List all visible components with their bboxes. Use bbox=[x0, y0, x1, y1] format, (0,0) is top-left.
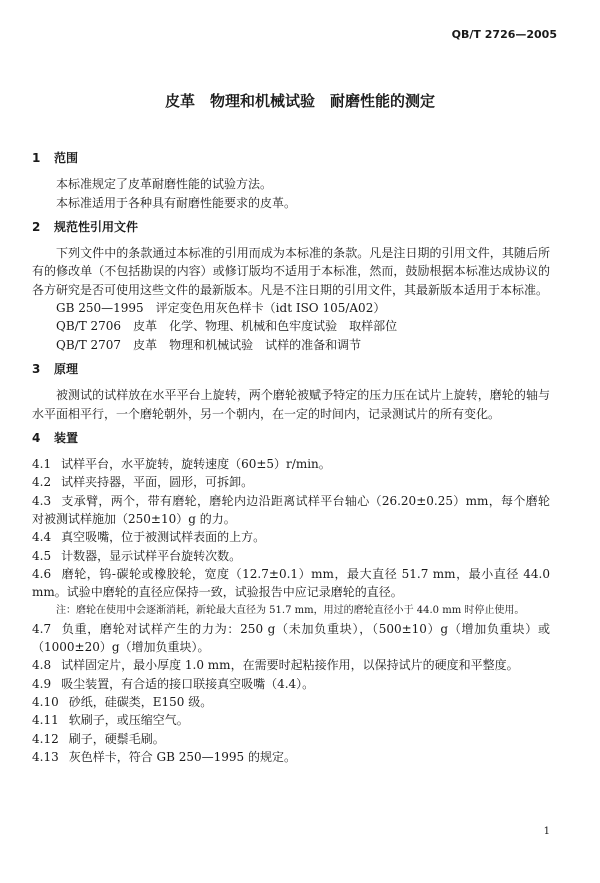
clause-text: 砂纸，硅碳类，E150 级。 bbox=[68, 695, 213, 710]
clause-text: 计数器，显示试样平台旋转次数。 bbox=[61, 548, 242, 563]
reference-title: 皮革 物理和机械试验 试样的准备和调节 bbox=[133, 337, 362, 352]
clause-4-2 bbox=[32, 473, 550, 491]
clause-number: 4.3 bbox=[32, 493, 52, 508]
clause-number: 4.13 bbox=[32, 749, 59, 764]
clause-4-5 bbox=[32, 547, 550, 565]
reference-code: GB 250—1995 bbox=[56, 301, 144, 316]
clause-4-1 bbox=[32, 455, 550, 473]
clause-4-7 bbox=[32, 620, 550, 657]
clause-4-12 bbox=[32, 730, 550, 748]
clause-text: 吸尘装置，有合适的接口联接真空吸嘴（4.4）。 bbox=[61, 676, 315, 691]
reference-entry bbox=[32, 336, 550, 354]
section-heading-apparatus bbox=[32, 429, 550, 447]
paragraph: 本标准适用于各种具有耐磨性能要求的皮革。 bbox=[56, 195, 297, 210]
clause-number: 4.8 bbox=[32, 658, 52, 673]
section-title: 规范性引用文件 bbox=[54, 219, 139, 234]
section-number: 4 bbox=[32, 430, 41, 445]
clause-4-9 bbox=[32, 675, 550, 693]
document-body bbox=[32, 149, 550, 766]
section-heading-principle bbox=[32, 360, 550, 378]
clause-4-3 bbox=[32, 492, 550, 529]
clause-text: 试样固定片，最小厚度 1.0 mm，在需要时起粘接作用，以保持试片的硬度和平整度。 bbox=[61, 658, 519, 673]
reference-code: QB/T 2706 bbox=[56, 319, 122, 334]
clause-note: 注：磨轮在使用中会逐渐消耗，新轮最大直径为 51.7 mm，用过的磨轮直径小于 44.0 mm 时停止使用。 bbox=[56, 604, 525, 616]
section-number: 3 bbox=[32, 361, 41, 376]
clause-number: 4.12 bbox=[32, 731, 59, 746]
section-number: 2 bbox=[32, 219, 41, 234]
section-title: 装置 bbox=[54, 430, 79, 445]
clause-number: 4.11 bbox=[32, 713, 59, 728]
section-heading-scope bbox=[32, 149, 550, 167]
paragraph: 本标准规定了皮革耐磨性能的试验方法。 bbox=[56, 177, 273, 192]
clause-4-6 bbox=[32, 565, 550, 602]
clause-number: 4.6 bbox=[32, 566, 52, 581]
standard-code-header: QB/T 2726—2005 bbox=[451, 28, 557, 41]
section-heading-normative-references bbox=[32, 218, 550, 236]
clause-text: 软刷子，或压缩空气。 bbox=[68, 713, 189, 728]
section-title: 范围 bbox=[54, 151, 79, 165]
clause-4-11 bbox=[32, 711, 550, 729]
page-number: 1 bbox=[543, 826, 550, 837]
reference-entry bbox=[32, 299, 550, 317]
clause-number: 4.2 bbox=[32, 475, 52, 490]
reference-code: QB/T 2707 bbox=[56, 337, 122, 352]
paragraph: 下列文件中的条款通过本标准的引用而成为本标准的条款。凡是注日期的引用文件，其随后所有的修改单（不包括勘误的内容）或修订版均不适用于本标准，然而，鼓励根据本标准达成协议的各方研究是否可使用这些文件的最新版本。凡是不注日期的引用文件，其最新版本适用于本标准。 bbox=[32, 246, 550, 297]
clause-number: 4.4 bbox=[32, 530, 52, 545]
reference-title: 评定变色用灰色样卡（idt ISO 105/A02） bbox=[155, 301, 386, 316]
reference-entry bbox=[32, 317, 550, 335]
section-number: 1 bbox=[32, 151, 41, 165]
clause-number: 4.9 bbox=[32, 676, 52, 691]
clause-number: 4.10 bbox=[32, 695, 59, 710]
clause-number: 4.5 bbox=[32, 548, 52, 563]
clause-text: 负重，磨轮对试样产生的力为：250 g（未加负重块），（500±10）g（增加负重块）或（1000±20）g（增加负重块）。 bbox=[32, 621, 550, 655]
section-title: 原理 bbox=[54, 361, 79, 376]
clause-4-4 bbox=[32, 528, 550, 546]
clause-4-8 bbox=[32, 656, 550, 674]
clause-text: 磨轮，钨-碳轮或橡胶轮，宽度（12.7±0.1）mm，最大直径 51.7 mm，最小直径 44.0 mm。试验中磨轮的直径应保持一致，试验报告中应记录磨轮的直径。 bbox=[32, 566, 550, 600]
clause-text: 试样平台，水平旋转，旋转速度（60±5）r/min。 bbox=[61, 457, 331, 472]
reference-title: 皮革 化学、物理、机械和色牢度试验 取样部位 bbox=[133, 319, 398, 334]
clause-text: 试样夹持器，平面，圆形，可拆卸。 bbox=[61, 475, 254, 490]
clause-4-13 bbox=[32, 748, 550, 766]
clause-text: 真空吸嘴，位于被测试样表面的上方。 bbox=[61, 530, 266, 545]
clause-number: 4.7 bbox=[32, 621, 52, 636]
clause-text: 灰色样卡，符合 GB 250—1995 的规定。 bbox=[68, 749, 297, 764]
clause-4-10 bbox=[32, 693, 550, 711]
clause-text: 刷子，硬鬃毛刷。 bbox=[68, 731, 165, 746]
paragraph: 被测试的试样放在水平平台上旋转，两个磨轮被赋予特定的压力压在试片上旋转，磨轮的轴与水平面相平行，一个磨轮朝外，另一个朝内，在一定的时间内，记录测试片的所有变化。 bbox=[32, 388, 550, 421]
document-title: 皮革 物理和机械试验 耐磨性能的测定 bbox=[164, 92, 435, 110]
clause-number: 4.1 bbox=[32, 457, 52, 472]
clause-text: 支承臂，两个，带有磨轮，磨轮内边沿距离试样平台轴心（26.20±0.25）mm，每个磨轮对被测试样施加（250±10）g 的力。 bbox=[32, 493, 550, 527]
